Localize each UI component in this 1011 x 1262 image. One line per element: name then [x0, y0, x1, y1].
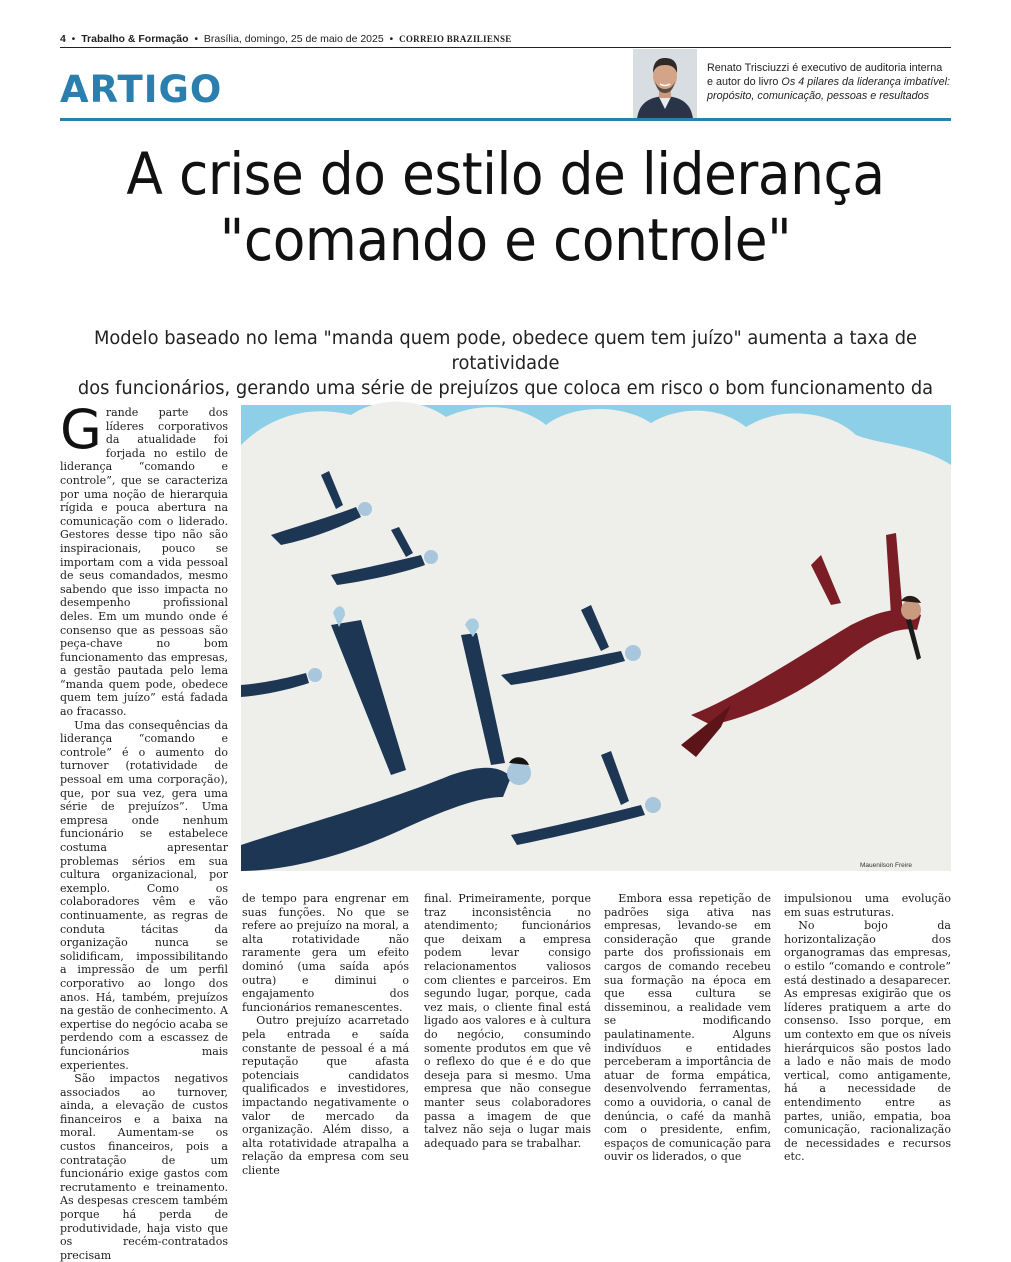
body-column-1 — [60, 398, 228, 1262]
body-paragraph: No bojo da horizontalização dos organogramas das empresas, o estilo “comando e controle” está destinado a desaparecer. As empresas exigirão que os líderes pratiquem a arte do consenso. Isso porque, em um contexto em que os níveis hierárquicos são postos lado a lado e não mais de modo vertical, como antigamente, há a necessidade de entendimento entre as partes, união, empatia, boa comunicação, racionalização de necessidades e recursos etc. — [784, 919, 951, 1164]
body-column-4 — [604, 892, 771, 1164]
body-column-2 — [242, 892, 409, 1177]
standfirst-line-2: dos funcionários, gerando uma série de prejuízos que coloca em risco o bom funcionamento da — [77, 377, 934, 399]
body-column-5 — [784, 892, 951, 1164]
article-illustration — [241, 405, 951, 871]
body-paragraph: de tempo para engrenar em suas funções. No que se refere ao prejuízo na moral, a alta rotatividade não raramente gera um efeito dominó (uma saída após outra) e diminui o engajamento dos funcionários remanescentes. — [242, 892, 409, 1014]
headline-line-2: "comando e controle" — [219, 206, 792, 274]
drop-cap: G — [60, 398, 102, 461]
body-paragraph: São impactos negativos associados ao turnover, ainda, a elevação de custos financeiros e a baixa na moral. Aumentam-se os custos financeiros, pois a contratação de um funcionário exige gastos com recrutamento e treinamento. As despesas crescem também porque há perda de produtividade, haja visto que os recém-contratados precisam — [60, 1072, 228, 1262]
body-column-3 — [424, 892, 591, 1150]
body-paragraph: rande parte dos líderes corporativos da atualidade foi forjada no estilo de liderança “comando e controle”, que se caracteriza por uma noção de hierarquia rígida e pouca abertura na comunicação com o liderado. Gestores desse tipo não são inspiracionais, pouco se importam com a vida pessoal de seus comandados, mesmo sabendo que isso impacta no desempenho profissional deles. Em um mundo onde é consenso que as pessoas são peça-chave no bom funcionamento das empresas, a gestão pautada pelo lema “manda quem pode, obedece quem tem juízo” está fadada ao fracasso. — [60, 406, 228, 719]
kicker-rule — [60, 118, 951, 121]
page-header: 4 • Trabalho & Formação • Brasília, domingo, 25 de maio de 2025 • CORREIO BRAZILIENSE — [60, 33, 512, 45]
headline-line-1: A crise do estilo de liderança — [126, 140, 885, 208]
header-rule — [60, 47, 951, 48]
illustration-credit: Mauenilson Freire — [860, 862, 913, 869]
section-name: Trabalho & Formação — [81, 33, 189, 45]
body-paragraph: Uma das consequências da liderança “comando e controle” é o aumento do turnover (rotatividade de pessoal em uma corporação), que, por sua vez, gera uma série de prejuízos”. Uma empresa onde nenhum funcionário se estabelece costuma apresentar problemas sérios em sua cultura organizacional, por exemplo. Como os colaboradores vêm e vão continuamente, as regras de conduta tácitas da organização nunca se solidificam, impossibilitando a impressão de um perfil corporativo ao longo dos anos. Há, também, prejuízos na gestão de conhecimento. A expertise do negócio acaba se perdendo com a escassez de funcionários mais experientes. — [60, 718, 228, 1072]
author-book-title: Os 4 pilares da liderança imbatível: propósito, comunicação, pessoas e resultados — [707, 76, 951, 102]
author-photo — [633, 49, 697, 119]
article-headline — [77, 141, 934, 273]
body-paragraph: Outro prejuízo acarretado pela entrada e saída constante de pessoal é a má reputação que afasta potenciais candidatos qualificados e investidores, impactando negativamente o valor de mercado da organização. Além disso, a alta rotatividade atrapalha a relação da empresa com seu cliente — [242, 1014, 409, 1177]
newspaper-name: CORREIO BRAZILIENSE — [399, 34, 512, 44]
page-number: 4 — [60, 33, 66, 45]
article-kicker: ARTIGO — [60, 68, 223, 111]
standfirst-line-1: Modelo baseado no lema "manda quem pode, obedece quem tem juízo" aumenta a taxa de rotatividade — [93, 327, 918, 374]
dateline: Brasília, domingo, 25 de maio de 2025 — [203, 33, 384, 45]
author-bio-text: Renato Trisciuzzi é executivo de auditoria interna e autor do livro — [707, 62, 943, 88]
author-bio — [707, 61, 951, 103]
body-paragraph: final. Primeiramente, porque traz inconsistência no atendimento; funcionários que deixam a empresa podem levar consigo relacionamentos valiosos com clientes e parceiros. Em segundo lugar, porque, cada vez mais, o cliente final está ligado aos valores e à cultura do negócio, consumindo somente produtos em que vê o reflexo do que é e do que deseja para si mesmo. Uma empresa que não consegue manter seus colaboradores passa a imagem de que talvez não seja o lugar mais adequado para se trabalhar. — [424, 892, 591, 1150]
body-paragraph: Embora essa repetição de padrões siga ativa nas empresas, levando-se em consideração que grande parte dos profissionais em cargos de comando recebeu sua formação na época em que essa cultura se disseminou, a realidade vem se modificando paulatinamente. Alguns indivíduos e entidades perceberam a importância de atuar de forma empática, desenvolvendo ferramentas, como a ouvidoria, o canal de denúncia, o café da manhã com o presidente, enfim, espaços de comunicação para ouvir os liderados, o que — [604, 892, 771, 1164]
body-paragraph: impulsionou uma evolução em suas estruturas. — [784, 892, 951, 919]
